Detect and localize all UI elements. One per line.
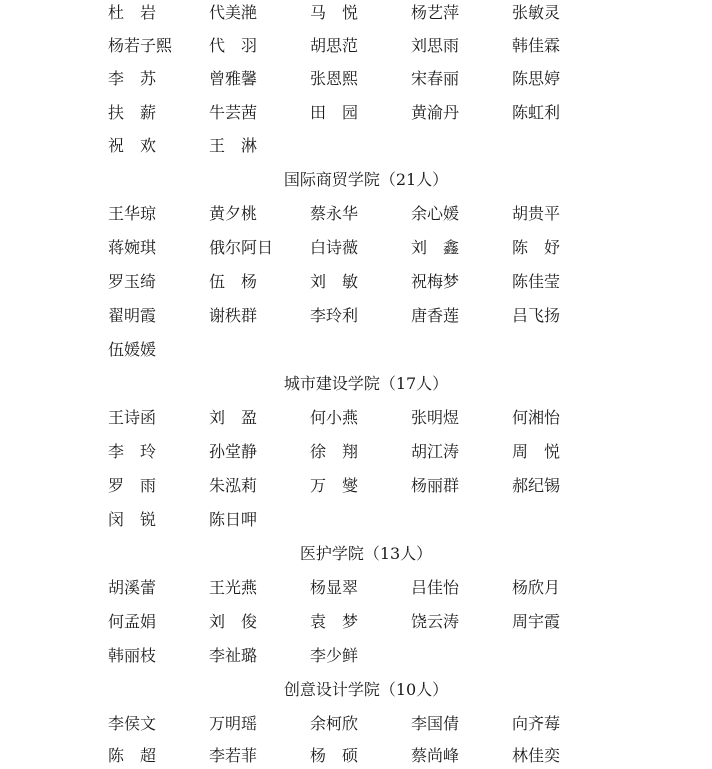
person-name: 杜 岩 <box>108 3 157 22</box>
person-name: 余心媛 <box>411 204 460 223</box>
person-name: 刘 敏 <box>310 272 359 291</box>
section-heading: 创意设计学院（10人） <box>283 680 449 699</box>
person-name: 杨 硕 <box>310 746 359 765</box>
person-name: 杨欣月 <box>512 578 561 597</box>
person-name: 蔡尚峰 <box>411 746 460 765</box>
person-name: 扶 薪 <box>108 103 157 122</box>
person-name: 宋春丽 <box>411 69 460 88</box>
name-row <box>108 711 613 737</box>
person-name: 李 苏 <box>108 69 157 88</box>
person-name: 周 悦 <box>512 442 561 461</box>
person-name: 唐香莲 <box>411 306 460 325</box>
name-row <box>108 507 310 533</box>
person-name: 何孟娟 <box>108 612 157 631</box>
person-name: 胡贵平 <box>512 204 561 223</box>
person-name: 陈日呷 <box>209 510 258 529</box>
person-name: 代美滟 <box>209 3 258 22</box>
person-name: 周宇霞 <box>512 612 561 631</box>
name-row <box>108 337 209 363</box>
person-name: 闵 锐 <box>108 510 157 529</box>
name-row <box>108 133 310 159</box>
person-name: 马 悦 <box>310 3 359 22</box>
person-name: 王诗函 <box>108 408 157 427</box>
person-name: 刘思雨 <box>411 36 460 55</box>
person-name: 祝 欢 <box>108 136 157 155</box>
name-row <box>108 303 613 329</box>
person-name: 陈 超 <box>108 746 157 765</box>
person-name: 陈虹利 <box>512 103 561 122</box>
person-name: 蔡永华 <box>310 204 359 223</box>
name-row <box>108 473 613 499</box>
person-name: 李祉璐 <box>209 646 258 665</box>
person-name: 张明煜 <box>411 408 460 427</box>
person-name: 曾雅馨 <box>209 69 258 88</box>
person-name: 杨显翠 <box>310 578 359 597</box>
person-name: 孙堂静 <box>209 442 258 461</box>
name-row <box>108 575 613 601</box>
name-row <box>108 0 613 26</box>
name-row <box>108 100 613 126</box>
person-name: 陈思婷 <box>512 69 561 88</box>
person-name: 刘 盈 <box>209 408 258 427</box>
person-name: 翟明霞 <box>108 306 157 325</box>
person-name: 王华琼 <box>108 204 157 223</box>
person-name: 谢秩群 <box>209 306 258 325</box>
name-row <box>108 743 613 769</box>
person-name: 田 园 <box>310 103 359 122</box>
person-name: 万 燮 <box>310 476 359 495</box>
name-row <box>108 269 613 295</box>
name-row <box>108 235 613 261</box>
section-heading: 城市建设学院（17人） <box>283 374 449 393</box>
person-name: 向齐莓 <box>512 714 561 733</box>
person-name: 杨若子熙 <box>108 36 173 55</box>
person-name: 郝纪锡 <box>512 476 561 495</box>
person-name: 李玲利 <box>310 306 359 325</box>
person-name: 牛芸茜 <box>209 103 258 122</box>
person-name: 李少鲜 <box>310 646 359 665</box>
name-row <box>108 66 613 92</box>
person-name: 韩佳霖 <box>512 36 561 55</box>
person-name: 祝梅梦 <box>411 272 460 291</box>
person-name: 白诗薇 <box>310 238 359 257</box>
name-row <box>108 643 411 669</box>
person-name: 何小燕 <box>310 408 359 427</box>
section-heading: 医护学院（13人） <box>299 544 433 563</box>
person-name: 饶云涛 <box>411 612 460 631</box>
person-name: 黄夕桃 <box>209 204 258 223</box>
person-name: 胡江涛 <box>411 442 460 461</box>
person-name: 李侯文 <box>108 714 157 733</box>
person-name: 代 羽 <box>209 36 258 55</box>
person-name: 张恩熙 <box>310 69 359 88</box>
name-row <box>108 439 613 465</box>
person-name: 俄尔阿日 <box>209 238 274 257</box>
person-name: 余柯欣 <box>310 714 359 733</box>
person-name: 徐 翔 <box>310 442 359 461</box>
person-name: 吕飞扬 <box>512 306 561 325</box>
person-name: 朱泓莉 <box>209 476 258 495</box>
person-name: 罗玉绮 <box>108 272 157 291</box>
person-name: 李 玲 <box>108 442 157 461</box>
person-name: 万明瑶 <box>209 714 258 733</box>
person-name: 何湘怡 <box>512 408 561 427</box>
person-name: 刘 鑫 <box>411 238 460 257</box>
name-row <box>108 33 613 59</box>
name-row <box>108 609 613 635</box>
person-name: 吕佳怡 <box>411 578 460 597</box>
person-name: 伍媛媛 <box>108 340 157 359</box>
person-name: 刘 俊 <box>209 612 258 631</box>
person-name: 杨艺萍 <box>411 3 460 22</box>
person-name: 陈 妤 <box>512 238 561 257</box>
person-name: 蒋婉琪 <box>108 238 157 257</box>
person-name: 袁 梦 <box>310 612 359 631</box>
person-name: 杨丽群 <box>411 476 460 495</box>
section-heading: 国际商贸学院（21人） <box>283 170 449 189</box>
name-row <box>108 201 613 227</box>
person-name: 王 淋 <box>209 136 258 155</box>
person-name: 伍 杨 <box>209 272 258 291</box>
person-name: 李若菲 <box>209 746 258 765</box>
person-name: 张敏灵 <box>512 3 561 22</box>
person-name: 陈佳莹 <box>512 272 561 291</box>
name-row <box>108 405 613 431</box>
person-name: 胡溪蕾 <box>108 578 157 597</box>
person-name: 韩丽枝 <box>108 646 157 665</box>
person-name: 胡思范 <box>310 36 359 55</box>
person-name: 黄渝丹 <box>411 103 460 122</box>
person-name: 罗 雨 <box>108 476 157 495</box>
person-name: 王光燕 <box>209 578 258 597</box>
person-name: 林佳奕 <box>512 746 561 765</box>
person-name: 李国倩 <box>411 714 460 733</box>
